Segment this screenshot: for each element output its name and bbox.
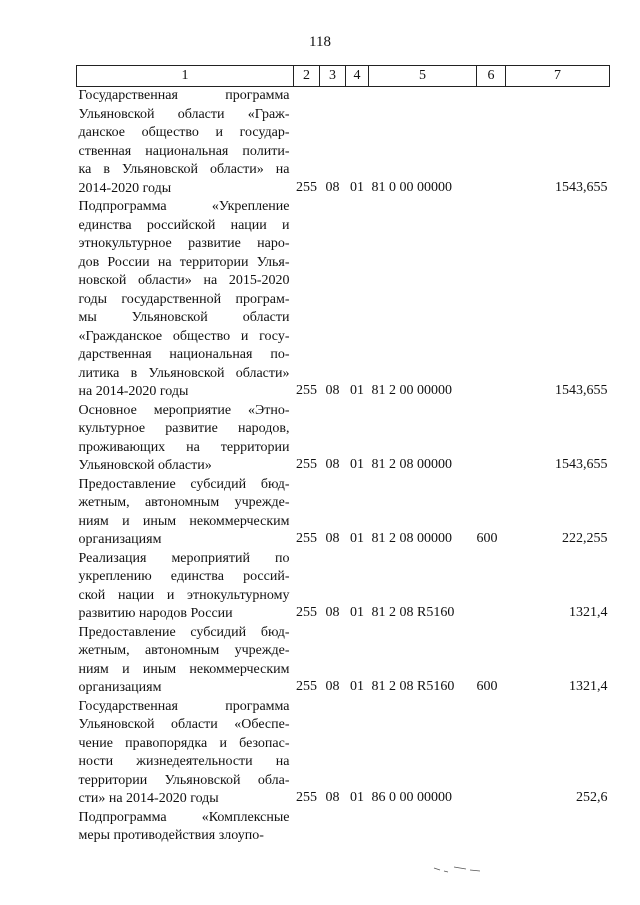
row-grbs-code: 255 <box>296 383 317 398</box>
header-col-2: 2 <box>294 66 320 87</box>
row-name-line: Предоставление субсидий бюд- <box>78 476 290 492</box>
row-expense-type: 600 <box>476 679 498 694</box>
row-name <box>77 550 294 624</box>
row-amount: 1321,4 <box>569 679 608 694</box>
row-name <box>77 809 294 846</box>
row-name-line: укреплению единства россий- <box>78 569 290 584</box>
row-name <box>77 624 294 698</box>
row-name-line: Ульяновской области» <box>78 458 212 473</box>
row-target-article: 81 2 08 00000 <box>371 531 452 546</box>
scan-marks <box>432 864 482 876</box>
row-section-code: 08 <box>325 790 340 805</box>
row-name-line: на 2014-2020 годы <box>78 384 189 399</box>
table-row <box>77 87 610 199</box>
row-name <box>77 198 294 402</box>
row-grbs-code: 255 <box>296 457 317 472</box>
row-section-code: 08 <box>325 679 340 694</box>
row-section-code <box>320 809 346 846</box>
row-expense-type <box>477 402 506 476</box>
row-name-line: ственная национальная полити- <box>78 143 290 159</box>
row-target-article: 86 0 00 00000 <box>371 790 452 805</box>
row-target-article: 81 0 00 00000 <box>371 179 452 195</box>
header-row <box>77 66 610 87</box>
row-name-line: новской области» на 2015-2020 <box>78 273 290 288</box>
row-amount: 1321,4 <box>569 605 608 620</box>
row-name-line: меры противодействия злоупо- <box>78 828 264 843</box>
row-name-line: «Гражданское общество и госу- <box>78 328 290 344</box>
row-subsection-code: 01 <box>350 790 364 805</box>
row-name-line: Подпрограмма «Укрепление <box>78 199 290 214</box>
row-name-line: дарственная национальная по- <box>78 347 290 362</box>
table-row <box>77 550 610 624</box>
row-subsection-code: 01 <box>350 679 364 694</box>
row-expense-type <box>477 809 506 846</box>
row-name-line: ниям и иным некоммерческим <box>78 661 290 677</box>
table-row <box>77 624 610 698</box>
row-amount <box>506 809 610 846</box>
row-amount: 1543,655 <box>555 179 608 195</box>
row-name-line: годы государственной програм- <box>78 291 290 307</box>
header-col-4: 4 <box>346 66 369 87</box>
table-row <box>77 809 610 846</box>
row-subsection-code: 01 <box>350 605 364 620</box>
row-name-line: данское общество и государ- <box>78 125 290 140</box>
row-name-line: Основное мероприятие «Этно- <box>78 402 290 418</box>
row-grbs-code: 255 <box>296 605 317 620</box>
row-subsection-code: 01 <box>350 179 364 195</box>
table-row <box>77 402 610 476</box>
row-grbs-code: 255 <box>296 531 317 546</box>
header-col-3: 3 <box>320 66 346 87</box>
row-subsection-code: 01 <box>350 383 364 398</box>
row-target-article: 81 2 08 00000 <box>371 457 452 472</box>
row-expense-type <box>477 87 506 199</box>
row-target-article: 81 2 08 R5160 <box>371 679 455 694</box>
row-expense-type <box>477 198 506 402</box>
row-name-line: проживающих на территории <box>78 439 290 455</box>
row-name-line: жетным, автономным учрежде- <box>78 643 290 658</box>
row-name-line: культурное развитие народов, <box>78 421 290 436</box>
row-subsection-code: 01 <box>350 457 364 472</box>
row-grbs-code: 255 <box>296 790 317 805</box>
row-name <box>77 476 294 550</box>
header-col-6: 6 <box>477 66 506 87</box>
page-number: 118 <box>309 34 331 50</box>
row-subsection-code: 01 <box>350 531 364 546</box>
row-name-line: мы Ульяновской области <box>78 310 290 325</box>
row-name-line: ности жизнедеятельности на <box>78 754 290 769</box>
row-section-code: 08 <box>325 457 340 472</box>
row-amount: 1543,655 <box>555 383 608 398</box>
row-name-line: организациям <box>78 680 162 695</box>
row-name <box>77 402 294 476</box>
row-name <box>77 87 294 199</box>
row-name <box>77 698 294 809</box>
table-row <box>77 476 610 550</box>
row-expense-type <box>477 550 506 624</box>
row-section-code: 08 <box>325 383 340 398</box>
row-subsection-code <box>346 809 369 846</box>
table-header <box>77 66 610 87</box>
row-expense-type <box>477 698 506 809</box>
row-name-line: сти» на 2014-2020 годы <box>78 791 219 806</box>
row-name-line: 2014-2020 годы <box>78 180 172 196</box>
row-name-line: территории Ульяновской обла- <box>78 772 290 788</box>
row-grbs-code: 255 <box>296 679 317 694</box>
row-name-line: Предоставление субсидий бюд- <box>78 624 290 640</box>
row-name-line: Реализация мероприятий по <box>78 550 290 566</box>
row-grbs-code: 255 <box>296 179 317 195</box>
row-name-line: чение правопорядка и безопас- <box>78 735 290 751</box>
row-name-line: дов России на территории Улья- <box>78 254 290 270</box>
row-expense-type: 600 <box>476 531 498 546</box>
row-grbs-code <box>294 809 320 846</box>
row-name-line: развитию народов России <box>78 606 233 621</box>
row-name-line: этнокультурное развитие наро- <box>78 236 290 251</box>
table-row <box>77 198 610 402</box>
header-col-7: 7 <box>506 66 610 87</box>
row-name-line: единства российской нации и <box>78 217 290 233</box>
row-name-line: жетным, автономным учрежде- <box>78 495 290 510</box>
row-amount: 252,6 <box>576 790 608 805</box>
row-name-line: Ульяновской области «Обеспе- <box>78 717 290 732</box>
row-name-line: ской нации и этнокультурному <box>78 587 290 603</box>
row-name-line: Ульяновской области «Граж- <box>78 106 290 122</box>
row-name-line: организациям <box>78 532 162 547</box>
row-amount: 1543,655 <box>555 457 608 472</box>
row-section-code: 08 <box>325 179 340 195</box>
table-row <box>77 698 610 809</box>
row-section-code: 08 <box>325 605 340 620</box>
row-name-line: Государственная программа <box>78 698 290 714</box>
budget-table <box>76 65 610 846</box>
header-col-5: 5 <box>369 66 477 87</box>
row-name-line: литика в Ульяновской области» <box>78 365 290 381</box>
row-target-article: 81 2 00 00000 <box>371 383 452 398</box>
header-col-1: 1 <box>77 66 294 87</box>
row-name-line: Подпрограмма «Комплексные <box>78 809 290 825</box>
row-amount: 222,255 <box>562 531 608 546</box>
row-name-line: Государственная программа <box>78 88 290 103</box>
table-body <box>77 87 610 846</box>
row-target-article: 81 2 08 R5160 <box>371 605 455 620</box>
row-name-line: ка в Ульяновской области» на <box>78 162 290 177</box>
row-section-code: 08 <box>325 531 340 546</box>
row-name-line: ниям и иным некоммерческим <box>78 513 290 529</box>
row-target-article <box>369 809 477 846</box>
